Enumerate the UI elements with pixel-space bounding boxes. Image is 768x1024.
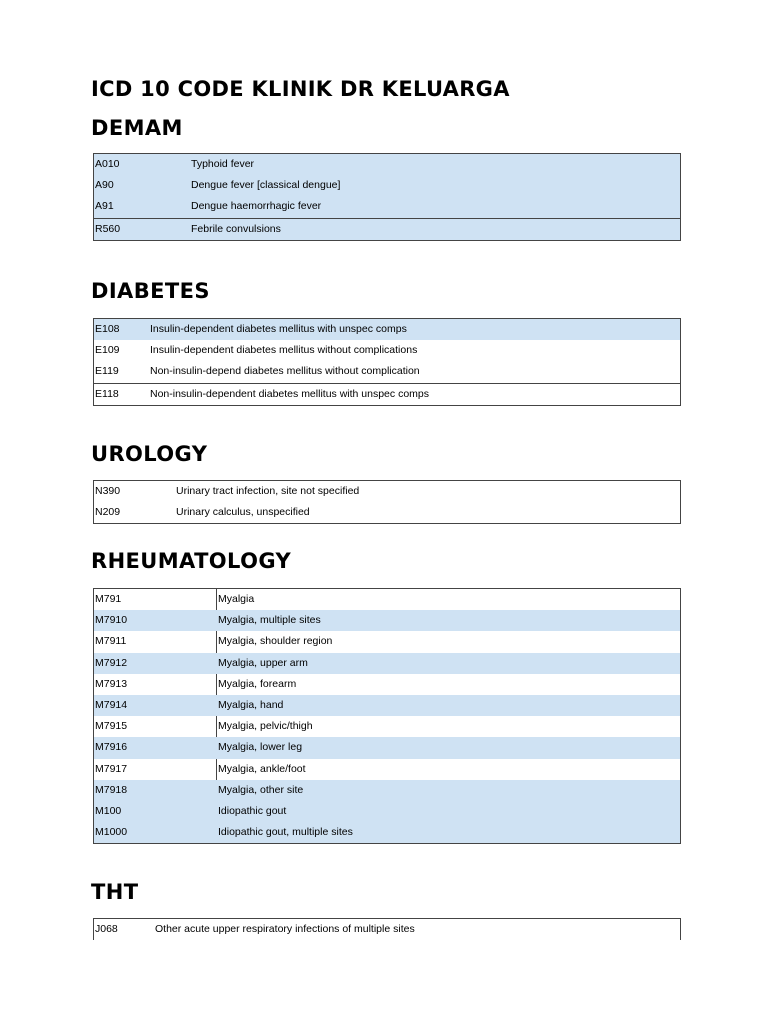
row-code: M7917 [95, 762, 128, 775]
row-description: Urinary tract infection, site not specified [176, 485, 360, 497]
table-row [94, 759, 680, 780]
row-description: Myalgia, upper arm [218, 656, 308, 669]
table-row [94, 631, 680, 652]
table-urology [93, 480, 681, 524]
row-description: Non-insulin-dependent diabetes mellitus with unspec comps [150, 387, 429, 400]
table-row [94, 361, 680, 382]
row-code: A91 [95, 200, 114, 213]
table-row [94, 674, 680, 695]
row-description: Myalgia [218, 593, 255, 605]
table-row [94, 801, 680, 822]
table-row [94, 319, 680, 340]
row-description: Urinary calculus, unspecified [176, 506, 310, 519]
row-description: Idiopathic gout [218, 804, 287, 817]
row-code: N390 [95, 485, 121, 497]
table-row [94, 218, 680, 240]
row-code: M7915 [95, 720, 128, 733]
table-row [94, 589, 680, 610]
row-code: R560 [95, 222, 121, 235]
document-title: ICD 10 CODE KLINIK DR KELUARGA [91, 77, 510, 101]
row-description: Myalgia, multiple sites [218, 614, 321, 627]
row-description: Non-insulin-depend diabetes mellitus without complication [150, 365, 420, 378]
row-code: A90 [95, 179, 114, 192]
table-row [94, 502, 680, 523]
table-row [94, 695, 680, 716]
section-heading-demam: DEMAM [91, 116, 183, 140]
table-row [94, 653, 680, 674]
row-description: Dengue haemorrhagic fever [191, 200, 322, 213]
section-heading-rheumatology: RHEUMATOLOGY [91, 549, 292, 573]
row-description: Idiopathic gout, multiple sites [218, 826, 353, 839]
table-tht [93, 918, 681, 940]
row-description: Insulin-dependent diabetes mellitus without complications [150, 344, 418, 357]
table-row [94, 919, 680, 940]
row-description: Dengue fever [classical dengue] [191, 179, 341, 192]
row-code: J068 [95, 923, 118, 935]
table-row [94, 822, 680, 843]
row-code: N209 [95, 506, 121, 519]
row-code: E109 [95, 344, 120, 357]
table-row [94, 340, 680, 361]
row-description: Myalgia, hand [218, 698, 284, 711]
row-code: E119 [95, 365, 119, 378]
row-code: M7918 [95, 783, 128, 796]
row-description: Other acute upper respiratory infections of multiple sites [155, 923, 415, 935]
table-row [94, 481, 680, 502]
table-row [94, 154, 680, 175]
row-code: M7910 [95, 614, 128, 627]
row-code: M1000 [95, 826, 128, 839]
row-description: Myalgia, pelvic/thigh [218, 720, 313, 733]
table-demam [93, 153, 681, 241]
row-code: M7913 [95, 677, 128, 690]
row-code: M7911 [95, 635, 127, 648]
table-row [94, 175, 680, 196]
table-row [94, 196, 680, 217]
table-diabetes [93, 318, 681, 406]
table-rheumatology [93, 588, 681, 844]
row-description: Myalgia, shoulder region [218, 635, 333, 648]
row-code: M7914 [95, 698, 128, 711]
section-heading-diabetes: DIABETES [91, 279, 210, 303]
row-description: Typhoid fever [191, 158, 255, 170]
row-description: Febrile convulsions [191, 222, 281, 235]
row-code: M7916 [95, 741, 128, 754]
table-row [94, 737, 680, 758]
row-description: Myalgia, other site [218, 783, 304, 796]
table-row [94, 780, 680, 801]
row-description: Insulin-dependent diabetes mellitus with unspec comps [150, 323, 407, 335]
row-description: Myalgia, ankle/foot [218, 762, 306, 775]
row-code: M100 [95, 804, 122, 817]
row-description: Myalgia, lower leg [218, 741, 303, 754]
row-code: E108 [95, 323, 120, 335]
section-heading-tht: THT [91, 880, 139, 904]
row-description: Myalgia, forearm [218, 677, 297, 690]
row-code: A010 [95, 158, 120, 170]
row-code: M7912 [95, 656, 128, 669]
section-heading-urology: UROLOGY [91, 442, 208, 466]
table-row [94, 383, 680, 405]
row-code: M791 [95, 593, 122, 605]
table-row [94, 610, 680, 631]
table-row [94, 716, 680, 737]
row-code: E118 [95, 387, 119, 400]
